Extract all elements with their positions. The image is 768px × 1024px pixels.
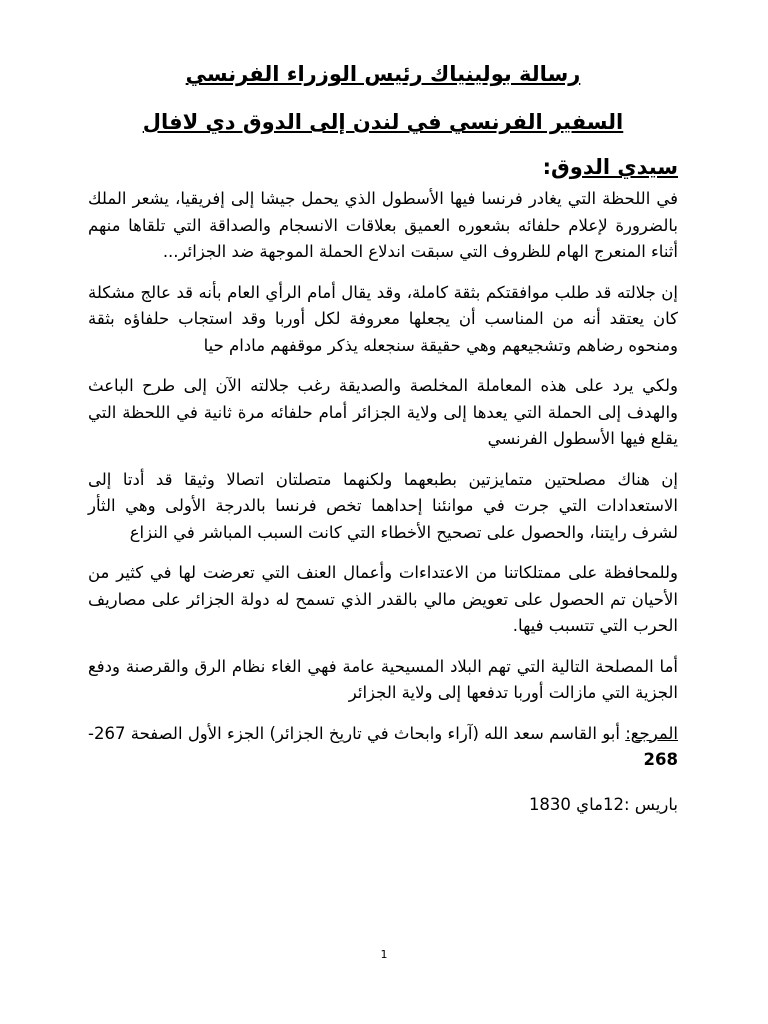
reference-text: أبو القاسم سعد الله (آراء وابحاث في تاريخ الجزائر) الجزء الأول الصفحة 267- <box>88 723 626 743</box>
document-title: رسالة بولينياك رئيس الوزراء الفرنسي <box>185 62 581 86</box>
reference-page-end: 268 <box>643 750 678 769</box>
reference <box>88 721 678 774</box>
reference-label: المرجع: <box>625 723 678 743</box>
page-number: 1 <box>380 948 388 961</box>
paragraph-4: إن هناك مصلحتين متمايزتين بطبعهما ولكنهما متصلتان اتصالا وثيقا قد أدتا إلى الاستعدادات التي جرت في موانئنا إحداهما تخص فرنسا بالدرجة الأولى وهي الثأر لشرف رايتنا، والحصول على تصحيح الأخطاء التي كانت السبب المباشر في النزاع <box>88 469 678 542</box>
paragraph-5: وللمحافظة على ممتلكاتنا من الاعتداءات وأعمال العنف التي تعرضت لها في كثير من الأحيان تم الحصول على تعويض مالي بالقدر الذي تسمح له دولة الجزائر على مصاريف الحرب التي تتسبب فيها. <box>88 563 678 635</box>
paragraph-2: إن جلالته قد طلب موافقتكم بثقة كاملة، وقد يقال أمام الرأي العام بأنه قد عالج مشكلة كان يعتقد أنه من المناسب أن يجعلها معروفة لكل أوربا وقد استجاب حلفاؤه بثقة ومنحوه رضاهم وتشجيعهم وهي حقيقة سنجعله يذكر موقفهم مادام حيا <box>88 282 678 355</box>
document-page <box>88 58 678 818</box>
paragraph-6: أما المصلحة التالية التي تهم البلاد المسيحية عامة فهي الغاء نظام الرق والقرصنة ودفع الجزية التي مازالت أوربا تدفعها إلى ولاية الجزائر <box>88 656 678 702</box>
paragraph-3: ولكي يرد على هذه المعاملة المخلصة والصديقة رغب جلالته الآن إلى طرح الباعث والهدف إلى الحملة التي يعدها إلى ولاية الجزائر أمام حلفائه مرة ثانية في اللحظة التي يقلع فيها الأسطول الفرنسي <box>88 376 678 448</box>
salutation-name: سيدي الدوق <box>551 155 678 179</box>
salutation-punctuation: : <box>542 155 552 179</box>
paragraph-1: في اللحظة التي يغادر فرنسا فيها الأسطول الذي يحمل جيشا إلى إفريقيا، يشعر الملك بالضرورة لإعلام حلفائه بشعوره العميق بعلاقات الانسجام والصداقة التي تلقاها منهم أثناء المنعرج الهام للظروف التي سبقت اندلاع الحملة الموجهة ضد الجزائر... <box>88 189 678 261</box>
date-line: باريس :12ماي 1830 <box>528 794 678 814</box>
document-subtitle: السفير الفرنسي في لندن إلى الدوق دي لافال <box>142 110 624 134</box>
salutation <box>88 152 678 182</box>
